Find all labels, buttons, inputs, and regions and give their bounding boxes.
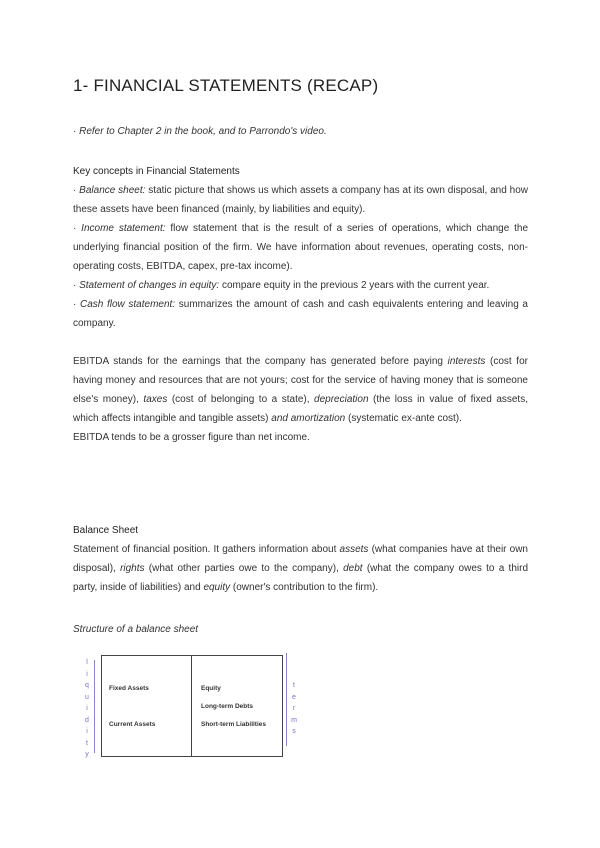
balance-sheet-table bbox=[101, 655, 283, 757]
terms-arrow-icon bbox=[286, 653, 287, 746]
concept-cash-flow bbox=[73, 295, 528, 333]
current-assets-label: Current Assets bbox=[109, 721, 156, 728]
text: Statement of financial position. It gathers information about bbox=[73, 544, 340, 555]
divider bbox=[191, 656, 192, 756]
text: (owner's contribution to the firm). bbox=[230, 582, 379, 593]
concept-income-statement bbox=[73, 219, 528, 276]
term-debt: debt bbox=[343, 563, 363, 574]
text: (systematic ex-ante cost). bbox=[345, 413, 462, 424]
text: (what the company owes to a third party, inside of liabilities) and bbox=[73, 563, 529, 593]
fixed-assets-label: Fixed Assets bbox=[109, 685, 149, 692]
ebitda-note: EBITDA tends to be a grosser figure than net income. bbox=[73, 432, 310, 443]
key-concepts-heading: Key concepts in Financial Statements bbox=[73, 166, 240, 177]
balance-sheet-definition bbox=[73, 540, 528, 597]
short-term-liabilities-label: Short-term Liabilities bbox=[201, 721, 267, 728]
concept-term: · Cash flow statement: bbox=[73, 299, 176, 310]
balance-sheet-section bbox=[73, 521, 528, 597]
balance-sheet-heading: Balance Sheet bbox=[73, 525, 139, 536]
concept-text: compare equity in the previous 2 years with the current year. bbox=[219, 280, 490, 291]
key-concepts-section bbox=[73, 162, 528, 333]
ebitda-definition bbox=[73, 352, 528, 428]
ebitda-section bbox=[73, 352, 528, 447]
terms-axis-label: t e r m s bbox=[291, 682, 297, 735]
text: EBITDA stands for the earnings that the company has generated before paying bbox=[73, 356, 448, 367]
term-rights: rights bbox=[120, 563, 145, 574]
term-taxes: taxes bbox=[143, 394, 168, 405]
term-interests: interests bbox=[447, 356, 486, 367]
text: (the loss in value of fixed assets, which affects intangible and tangible assets) bbox=[73, 394, 528, 424]
term-depreciation: depreciation bbox=[314, 394, 369, 405]
long-term-debts-label: Long-term Debts bbox=[201, 703, 253, 710]
page-title: 1- FINANCIAL STATEMENTS (RECAP) bbox=[73, 76, 379, 95]
diagram-caption: Structure of a balance sheet bbox=[73, 624, 199, 635]
liquidity-arrow-icon bbox=[94, 660, 95, 753]
concept-balance-sheet bbox=[73, 181, 528, 219]
concept-text: flow statement that is the result of a series of operations, which change the underlying financial position of the firm. We have information about revenues, operating costs, non-operating costs, EBITDA, capex, pre-tax income). bbox=[73, 223, 529, 272]
term-assets: assets bbox=[339, 544, 369, 555]
term-equity: equity bbox=[203, 582, 231, 593]
liquidity-axis-label: l i q u i d i t y bbox=[85, 659, 89, 758]
text: (what other parties owe to the company), bbox=[144, 563, 344, 574]
concept-equity-changes bbox=[73, 276, 528, 295]
concept-term: · Balance sheet: bbox=[73, 185, 146, 196]
concept-text: static picture that shows us which assets a company has at its own disposal, and how these assets have been financed (mainly, by liabilities and equity). bbox=[73, 185, 529, 215]
term-amortization: and amortization bbox=[271, 413, 346, 424]
concept-term: · Income statement: bbox=[73, 223, 166, 234]
concept-text: summarizes the amount of cash and cash equivalents entering and leaving a company. bbox=[73, 299, 528, 329]
equity-label: Equity bbox=[201, 685, 221, 692]
text: (cost of belonging to a state), bbox=[167, 394, 315, 405]
reference-note: · Refer to Chapter 2 in the book, and to Parrondo's video. bbox=[73, 126, 327, 137]
concept-term: · Statement of changes in equity: bbox=[73, 280, 220, 291]
text: (what companies have at their own disposal), bbox=[73, 544, 528, 574]
text: (cost for having money and resources that are not yours; cost for the service of having money that is someone else's money), bbox=[73, 356, 528, 405]
